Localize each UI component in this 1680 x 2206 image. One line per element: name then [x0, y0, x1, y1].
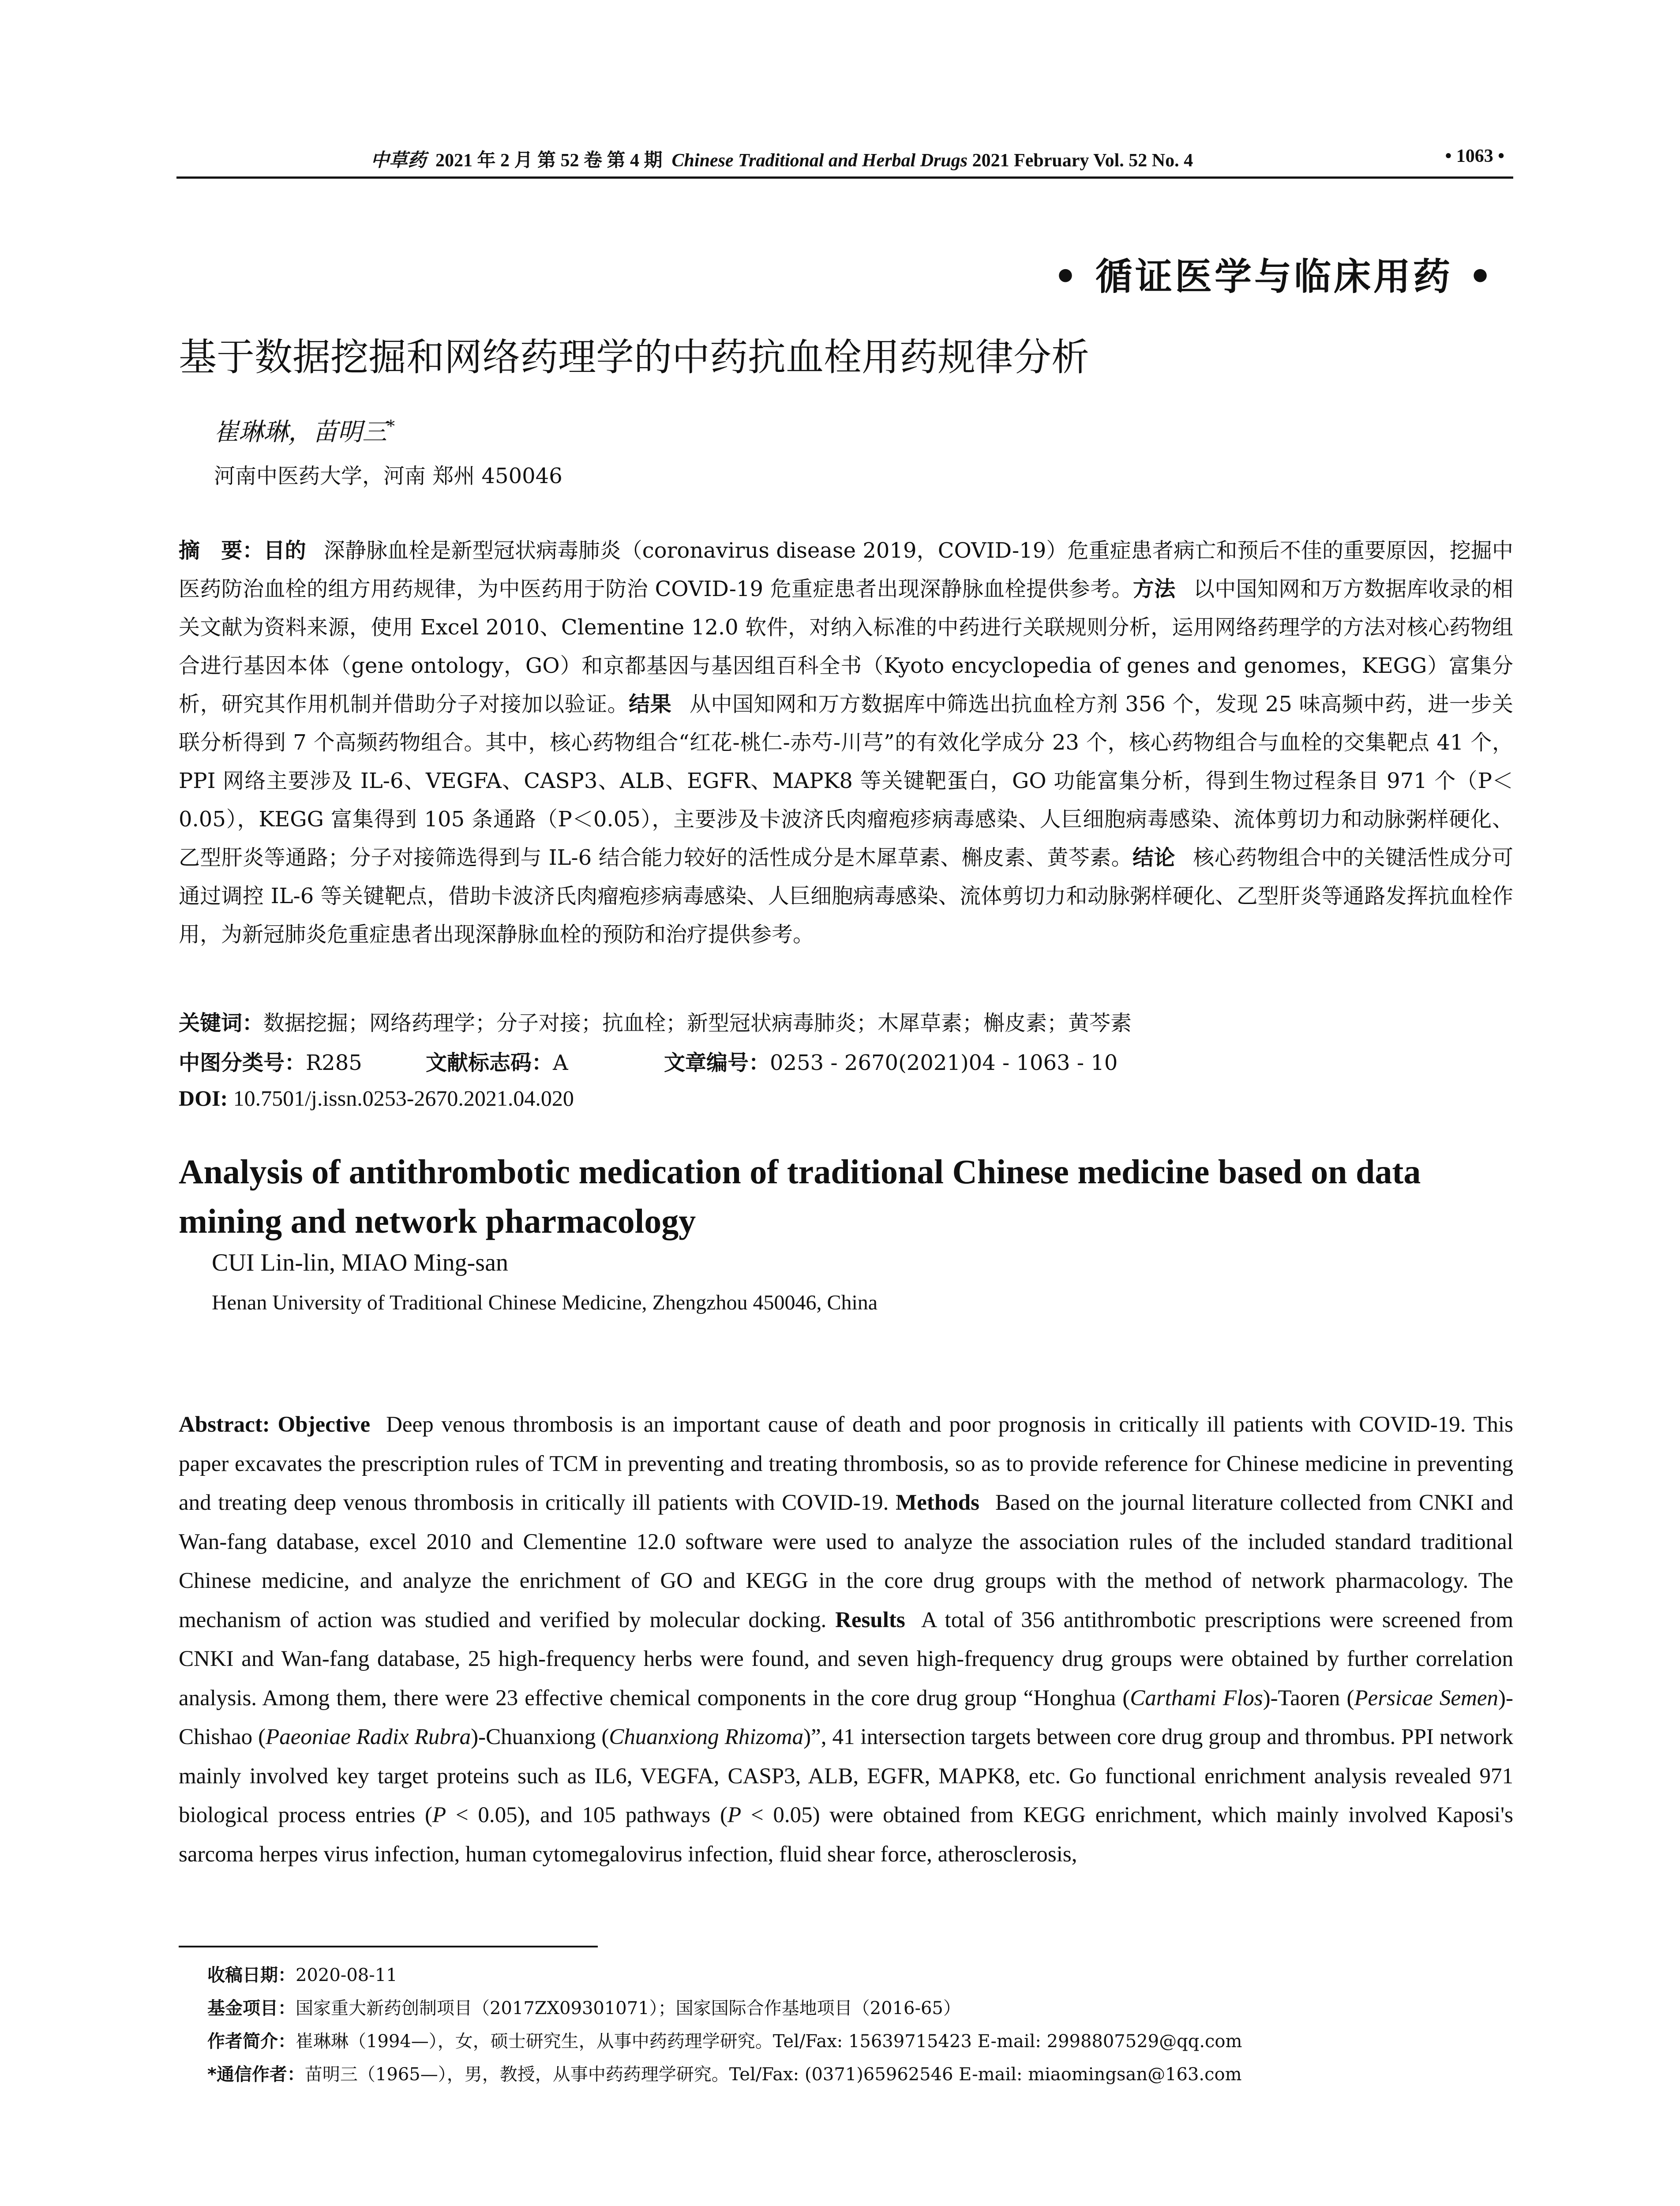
journal-line [371, 146, 1193, 172]
methods-cn-label: 方法 [1132, 577, 1176, 601]
header-rule [176, 176, 1513, 179]
methods-en-text: Based on the journal literature collected from CNKI and Wan-fang database, excel 2010 and Clementine 12.0 software were used to analyze the association rules of the included standard traditional Chinese medicine, and analyze the enrichment of GO and KEGG in the core drug groups with the method of network pharmacology. The mechanism of action was studied and verified by molecular docking. [179, 1490, 1513, 1632]
methods-en-label: Methods [896, 1490, 979, 1515]
column-label: • 循证医学与临床用药 • [1054, 255, 1495, 298]
latin-name-2: Persicae Semen [1354, 1685, 1499, 1711]
doi-label: DOI: [179, 1086, 228, 1111]
journal-name-cn: 中草药 [371, 149, 427, 171]
results-en-text-1: A total of 356 antithrombotic prescriptions were screened from CNKI and Wan-fang database, 25 high-frequency herbs were found, and seven high-frequency drug groups were obtained by further correlation analysis. Among them, there were 23 effective chemical components in the core drug group “Honghua ( [179, 1607, 1514, 1711]
classification-line [179, 1046, 1118, 1076]
objective-en-label: Objective [278, 1412, 371, 1437]
latin-name-4: Chuanxiong Rhizoma [609, 1725, 804, 1749]
results-en-text-7: < 0.05) were obtained from KEGG enrichment, which mainly involved Kaposi's sarcoma herpes virus infection, human cytomegalovirus infection, fluid shear force, atherosclerosis, [179, 1803, 1513, 1867]
p-symbol: P [432, 1803, 446, 1827]
conclusion-cn-text: 核心药物组合中的关键活性成分可通过调控 IL-6 等关键靶点，借助卡波济氏肉瘤疱疹病毒感染、人巨细胞病毒感染、流体剪切力和动脉粥样硬化、乙型肝炎等通路发挥抗血栓作用，为新冠肺炎危重症患者出现深静脉血栓的预防和治疗提供参考。 [179, 845, 1513, 947]
results-cn-label: 结果 [629, 692, 672, 717]
issue-en: 2021 February Vol. 52 No. 4 [972, 150, 1193, 171]
authors-en: CUI Lin-lin, MIAO Ming-san [212, 1249, 508, 1276]
doi-value: 10.7501/j.issn.0253-2670.2021.04.020 [233, 1086, 574, 1111]
footnotes [207, 1959, 1513, 2091]
latin-name-3: Paeoniae Radix Rubra [266, 1725, 471, 1749]
running-header [176, 146, 1513, 172]
corresponding-label: *通信作者： [207, 2064, 305, 2085]
received-date: 2020-08-11 [296, 1965, 398, 1985]
objective-en-text: Deep venous thrombosis is an important cause of death and poor prognosis in critically ill patients with COVID-19. This paper excavates the prescription rules of TCM in preventing and treating thrombosis, so as to provide reference for Chinese medicine in preventing and treating deep venous thrombosis in critically ill patients with COVID-19. [179, 1412, 1514, 1515]
results-en-text-4: )-Chuanxiong ( [471, 1725, 609, 1749]
abstract-en-label: Abstract: [179, 1412, 270, 1437]
clc-label: 中图分类号： [179, 1050, 306, 1075]
authors-cn [214, 413, 395, 448]
keywords-cn [179, 1006, 1513, 1036]
results-en-text-3: )-Chishao ( [179, 1685, 1513, 1749]
p-symbol: P [727, 1803, 742, 1827]
bio-label: 作者简介： [207, 2031, 296, 2052]
footnote-fund [207, 1992, 1513, 2025]
objective-cn-text: 深静脉血栓是新型冠状病毒肺炎（coronavirus disease 2019，COVID-19）危重症患者病亡和预后不佳的重要原因，挖掘中医药防治血栓的组方用药规律，为中医药用于防治 COVID-19 危重症患者出现深静脉血栓提供参考。 [179, 538, 1513, 601]
fund-text: 国家重大新药创制项目（2017ZX09301071）；国家国际合作基地项目（2016-65） [296, 1998, 961, 2018]
objective-cn-label: 目的 [263, 538, 306, 563]
doi-line [179, 1085, 574, 1111]
page-number: • 1063 • [1445, 146, 1504, 166]
issue-cn: 2021 年 2 月 第 52 卷 第 4 期 [435, 150, 663, 171]
conclusion-cn-label: 结论 [1132, 845, 1175, 870]
results-en-text-2: )-Taoren ( [1263, 1685, 1354, 1711]
title-en: Analysis of antithrombotic medication of traditional Chinese medicine based on data mining and network pharmacology [179, 1152, 1421, 1240]
received-label: 收稿日期： [207, 1965, 296, 1985]
bio-text: 崔琳琳（1994—），女，硕士研究生，从事中药药理学研究。Tel/Fax: 15639715423 E-mail: 2998807529@qq.com [296, 2031, 1242, 2052]
doc-code-value: A [553, 1050, 568, 1075]
results-cn-text: 从中国知网和万方数据库中筛选出抗血栓方剂 356 个，发现 25 味高频中药，进一步关联分析得到 7 个高频药物组合。其中，核心药物组合“红花-桃仁-赤芍-川芎”的有效化学成分 23 个，核心药物组合与血栓的交集靶点 41 个，PPI 网络主要涉及 IL-6、VEGFA、CASP3、ALB、EGFR、MAPK8 等关键靶蛋白，GO 功能富集分析，得到生物过程条目 971 个（P＜0.05），KEGG 富集得到 105 条通路（P＜0.05），主要涉及卡波济氏肉瘤疱疹病毒感染、人巨细胞病毒感染、流体剪切力和动脉粥样硬化、乙型肝炎等通路；分子对接筛选得到与 IL-6 结合能力较好的活性成分是木犀草素、槲皮素、黄芩素。 [179, 692, 1513, 870]
article-no-value: 0253 - 2670(2021)04 - 1063 - 10 [770, 1050, 1118, 1075]
fund-label: 基金项目： [207, 1998, 296, 2018]
clc-value: R285 [306, 1050, 362, 1075]
results-en-text-6: < 0.05), and 105 pathways ( [446, 1803, 728, 1827]
footnote-rule [179, 1946, 598, 1947]
abstract-cn [179, 532, 1513, 954]
keywords-cn-label: 关键词： [179, 1011, 264, 1035]
latin-name-1: Carthami Flos [1130, 1685, 1263, 1711]
footnote-received [207, 1959, 1513, 1992]
footnote-bio [207, 2025, 1513, 2058]
doc-code-label: 文献标志码： [426, 1050, 553, 1075]
results-en-label: Results [835, 1607, 905, 1632]
footnote-corresponding [207, 2058, 1513, 2091]
article-no-label: 文章编号： [664, 1050, 770, 1075]
corresponding-text: 苗明三（1965—），男，教授，从事中药药理学研究。Tel/Fax: (0371)65962546 E-mail: miaomingsan@163.com [304, 2064, 1242, 2085]
results-en-text-5: )”, 41 intersection targets between core drug group and thrombus. PPI network mainly involved key target proteins such as IL6, VEGFA, CASP3, ALB, EGFR, MAPK8, etc. Go functional enrichment analysis revealed 971 biological process entries ( [179, 1725, 1513, 1827]
corresponding-mark: * [387, 417, 395, 436]
journal-name-en: Chinese Traditional and Herbal Drugs [671, 150, 968, 171]
affiliation-cn: 河南中医药大学，河南 郑州 450046 [214, 464, 562, 488]
abstract-cn-label: 摘 要： [179, 538, 264, 563]
keywords-cn-text: 数据挖掘；网络药理学；分子对接；抗血栓；新型冠状病毒肺炎；木犀草素；槲皮素；黄芩素 [263, 1011, 1132, 1035]
methods-cn-text: 以中国知网和万方数据库收录的相关文献为资料来源，使用 Excel 2010、Clementine 12.0 软件，对纳入标准的中药进行关联规则分析，运用网络药理学的方法对核心药物组合进行基因本体（gene ontology，GO）和京都基因与基因组百科全书（Kyoto encyclopedia of genes and genomes，KEGG）富集分析，研究其作用机制并借助分子对接加以验证。 [179, 577, 1513, 717]
abstract-en [179, 1405, 1513, 1874]
affiliation-en: Henan University of Traditional Chinese Medicine, Zhengzhou 450046, China [212, 1291, 878, 1314]
title-cn: 基于数据挖掘和网络药理学的中药抗血栓用药规律分析 [179, 335, 1089, 379]
authors-cn-names: 崔琳琳，苗明三 [214, 418, 387, 446]
